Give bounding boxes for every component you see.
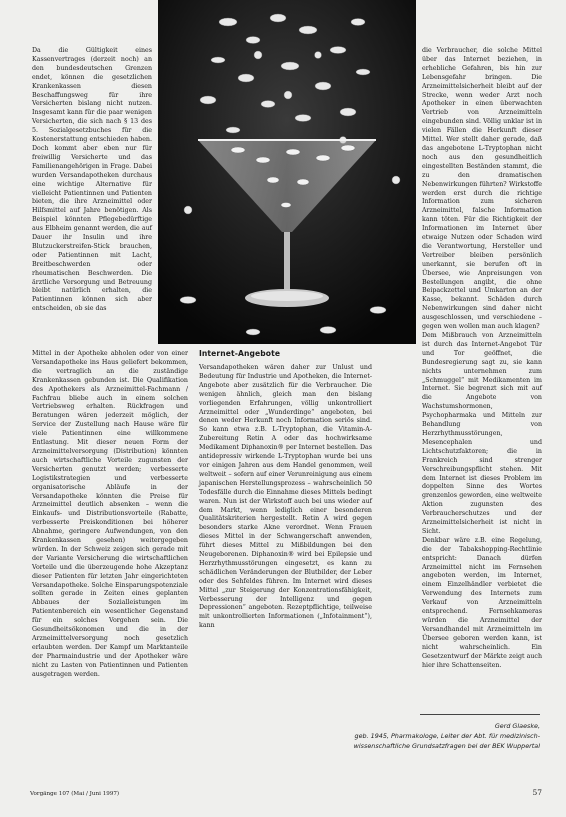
cocktail-glass-illustration (158, 0, 416, 344)
column-3-text: die Verbraucher, die solche Mittel über das Internet beziehen, in erhebliche Gefahren, bis hin zur Lebensgefahr bringen. Die Arzneimittelsicherheit bleibt auf der Strecke, wenn weder Arzt noch Apotheker in einen überwachten Vertrieb von Arzneimitteln eingebunden sind. Völlig unklar ist in vielen Fällen die Herkunft dieser Mittel. Wer stellt daher gerade, daß das angebotene L-Tryptophan nicht noch aus den gesundheitlich eingestellten Beständen stammt, die zu den dramatischen Nebenwirkungen führten? Wirkstoffe werden erst durch die richtige Information zum sicheren Arzneimittel, falsche Information kann töten. Für die Richtigkeit der Informationen im Internet über etwaige Nutzen oder Schaden wird die Verantwortung, Hersteller und Vertreiber bleiben persönlich unerkannt, sie berufen oft in Übersee, wie Anpreisungen von Bestellungen angibt, die ohne Beipackzettel und Umkarton an der Kasse, bekannt. Schäden durch Nebenwirkungen sind daher nicht ausgeschlossen, und verschiedene – gegen wen wollen man auch klagen? Dem Mißbrauch von Arzneimitteln ist durch das Internet-Angebot Tür und Tor geöffnet, die Bundesregierung sagt zu, sie kann nichts unternehmen zum „Schmuggel“ mit Medikamenten im Internet. Sie begrenzt sich mit auf die Angebote von Wachstumshormonen, Psychopharmaka und Mitteln zur Behandlung von Herzrhythmusstörungen, Mesencephalen und Lichtschutzfaktoren; die in Frankreich sind strenger Verschreibungspflicht stehen. Mit dem Internet ist dieses Problem im doppelten Sinne des Wortes grenzenlos geworden, eine weltweite Aktion zugunsten des Verbraucherschutzes und der Arzneimittelsicherheit ist nicht in Sicht. Denkbar wäre z.B. eine Regelung, die der Tabakshopping-Rechtlinie entspricht: Danach dürfen Arzneimittel nicht im Fernsehen angeboten werden, im Internet, einem Einzelhändler verbietet die Verwendung des Internets zum Verkauf von Arzneimitteln entsprechend. Fernsehkameras würden die Arzneimittel der Versandhandel mit Arzneimitteln im Übersee geboren werden kann, ist nicht wahrscheinlich. Ein Gesetzentwurf der Märkte zeigt auch hier ihre Schattenseiten. (422, 47, 542, 669)
footer-issue: Vorgänge 107 (Mai / Juni 1997) (30, 791, 120, 797)
column-2-text: Versandapotheken wären daher zur Unlust und Bedeutung für Industrie und Apotheken, die Internet-Angebote aber zusätzlich für die Verbraucher. Die wenigen ähnlich, gleich man den bislang vorliegenden Erfahrungen, völlig unkontrolliert Arzneimittel oder „Wunderdinge“ angeboten, bei denen weder Herkunft noch Information seriös sind. So kann etwa z.B. L-Tryptophan, die Vitamin-A-Zubereitung Retin A oder das hochwirksame Medikament Diphanoxin® per Internet bestellen. Das antidepressiv wirkende L-Tryptophan wurde bei uns vor einigen Jahren aus dem Handel genommen, weil weltweit – sofern auf einer Verunreinigung aus einem japanischen Herstellungsprozess – wahrscheinlich 50 Todesfälle durch die Einnahme dieses Mittels bedingt waren. Nun ist der Wirkstoff auch bei uns wieder auf dem Markt, wenn lediglich einer besonderen Qualitätskriterien hergestellt. Retin A wird gegen besonders starke Akne verordnet. Wenn Frauen dieses Mittel in der Schwangerschaft anwenden, führt dieses Mittel zu Mißbildungen bei den Neugeborenen. Diphanoxin® wird bei Epilepsie und Herzrhythmusstörungen eingesetzt, es kann zu schädlichen Veränderungen der Blutbilder, der Leber oder des Sehfeldes führen. Im Internet wird dieses Mittel „zur Steigerung der Konzentrationsfähigkeit, Verbesserung der Intelligenz und gegen Depressionen“ angeboten. Rezeptpflichtige, teilweise mit unkontrollierten Informationen („Infotainment“), kann (199, 364, 372, 630)
author-bio (350, 714, 540, 751)
author-rule (420, 714, 540, 715)
column-3-upper (422, 47, 542, 670)
column-2 (199, 364, 372, 631)
cocktail-glass-photo (158, 0, 416, 344)
column-1-bottom-text: Mittel in der Apotheke abholen oder von einer Versandapotheke ins Haus geliefert bekommen, die vertraglich an die zuständige Krankenkassen gebunden ist. Die Qualifikation des Apothekers als Arzneimittel-Fachmann / Fachfrau bliebe auch in einem solchen Vertriebsweg erhalten. Rückfragen und Beratungen wären jederzeit möglich, der Service der Zustellung nach Hause wäre für viele Patientinnen eine willkommene Entlastung. Mit dieser neuen Form der Arzneimittelversorgung (Distribution) könnten auch wirtschaftliche Vorteile zugunsten der Versicherten genutzt werden; verbesserte Logistikstrategien und verbesserte organisatorische Abläufe in der Versandapotheke könnten die Preise für Arzneimittel deutlich absenken – wenn die Einkaufs- und Distributionsvorteile (Rabatte, verbesserte Preiskonditionen bei höherer Abnahme, geringere Aufwendungen, von den Krankenkassen gesehen) weitergegeben würden. In der Schweiz zeigen sich gerade mit der Variante Versicherung die wirtschaftlichen Vorteile und die überzeugende hohe Akzeptanz dieser Patienten für letzten Jahr eingerichteten Versandapotheke. Solche Einsparungspotenziale sollten gerade in Zeiten eines geplanten Abbaues der Sozialleistungen im Patientenbereich ein wesentlicher Gegenstand für ein solches Vorgehen sein. Die Gesundheitsökonomen und die in der Arzneimittelversorgung noch gesetzlich erlaubten werden. Der Kampf um Marktanteile der Pharmaindustrie und der Apotheker wäre nicht zu Lasten von Patientinnen und Patienten ausgetragen werden. (32, 350, 188, 678)
section-heading: Internet-Angebote (199, 349, 281, 358)
author-description: geb. 1945, Pharmakologe, Leiter der Abt. für medizinisch-wissenschaftliche Grundsatzfragen bei der BEK Wuppertal (353, 732, 540, 750)
column-1-bottom (32, 350, 188, 680)
column-1-top-text: Da die Gültigkeit eines Kassenvertrages (derzeit noch) an den bundesdeutschen Grenzen endet, können die gesetzlichen Krankenkassen diesen Beschaffungsweg für ihre Versicherten bislang nicht nutzen. Insgesamt kann für die paar wenigen Versicherten, die sich nach § 13 des 5. Sozialgesetzbuches für die Kostenerstattung entschieden haben. Doch kommt aber eben nur für freiwillig Versicherte und das Familienangehörigen in Frage. Dabei wurden Versandapotheken durchaus eine wichtige Alternative für vielleicht Patientinnen und Patienten bieten, die ihre Arzneimittel oder Hilfsmittel auf Jahre benötigen. Als Beispiel könnten Pflegebedürftige aus Elbheim genannt werden, die auf Dauer ihr Insulin und ihre Blutzuckerstreifen-Stick brauchen, oder Patientinnen mit Lacht, Breitbeschwerden oder rheumatischen Beschwerden. Die ärztliche Versorgung und Betreuung bleibt natürlich erhalten, die Patientinnen können sich aber entscheiden, ob sie das (32, 47, 152, 313)
page-number: 57 (532, 788, 542, 797)
author-name: Gerd Glaeske, (494, 722, 540, 730)
column-1-top (32, 47, 152, 314)
